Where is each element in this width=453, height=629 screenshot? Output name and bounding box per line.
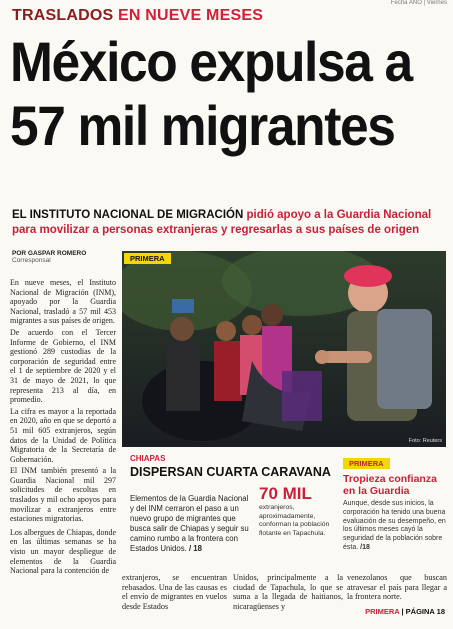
subhead-lead: EL INSTITUTO NACIONAL DE MIGRACIÓN xyxy=(12,209,244,221)
footer-section: PRIMERA xyxy=(365,607,400,616)
side-section-tag: PRIMERA xyxy=(343,458,390,469)
headline-line2: 57 mil migrantes xyxy=(10,94,395,157)
article-continuation-col2: extranjeros, se encuentran rebasados. Una de las causas es el envío de migrantes en vuelos desde Estados xyxy=(122,573,227,611)
box-page-ref[interactable]: / 18 xyxy=(188,544,202,553)
news-photo xyxy=(122,251,446,447)
box-body xyxy=(130,494,252,554)
photo-credit: Foto: Reuters xyxy=(408,438,442,444)
box-section-label: CHIAPAS xyxy=(130,454,166,463)
kicker xyxy=(12,7,263,25)
box-big-number: 70 MIL xyxy=(259,484,312,503)
photo-illustration xyxy=(122,251,446,447)
footer-page-number: | PÁGINA 18 xyxy=(401,607,445,616)
article-paragraph: El INM también presentó a la Guardia Nacional mil 297 solicitudes de escoltas en traslados y mil ocho apoyos para movilizar a extranjeros entre estaciones migratorias. xyxy=(10,466,116,524)
byline xyxy=(12,250,86,264)
kicker-part1: TRASLADOS xyxy=(12,7,114,24)
headline xyxy=(10,30,446,158)
side-title[interactable]: Tropieza confianza en la Guardia xyxy=(343,473,437,497)
page-date-slug: Fecha AÑO | Viernes xyxy=(390,0,447,6)
box-body-text: Elementos de la Guardia Nacional y del INM cerraron el paso a un nuevo grupo de migrantes que busca salir de Chiapas y seguir su camino rumbo a la frontera con Estados Unidos. xyxy=(130,494,249,553)
article-continuation-col3: Unidos, principalmente a la ciudad de Tapachula, lo que se suma a la llegada de haitianos, nicaragüenses y xyxy=(233,573,343,611)
side-body-text: Aunque, desde sus inicios, la corporación ha tenido una buena evaluación de su desempeño, en los últimos meses cayó la seguridad de la población sobre ésta. xyxy=(343,500,446,551)
article-body-column xyxy=(10,278,116,578)
side-body xyxy=(343,500,447,553)
side-page-ref[interactable]: /18 xyxy=(360,543,370,551)
byline-role: Corresponsal xyxy=(12,257,51,264)
kicker-part2: EN NUEVE MESES xyxy=(118,7,264,24)
article-paragraph: En nueve meses, el Instituto Nacional de Migración (INM), apoyado por la Guardia Nacional, trasladó a 57 mil 453 migrantes a sus países de origen. xyxy=(10,278,116,326)
byline-author: POR GASPAR ROMERO xyxy=(12,250,87,257)
article-paragraph: La cifra es mayor a la reportada en 2020, año en que se deportó a 51 mil 605 extranjeros, según datos de la Unidad de Política Migratoria de la Secretaría de Gobernación. xyxy=(10,406,116,464)
box-big-number-note: extranjeros, aproximadamente, conforman la población flotante en Tapachula. xyxy=(259,504,330,537)
headline-line1: México expulsa a xyxy=(10,30,412,93)
article-paragraph: Los albergues de Chiapas, donde en las últimas semanas se ha visto un mayor despliegue de elementos de la Guardia Nacional para la contención de xyxy=(10,527,116,576)
box-title: DISPERSAN CUARTA CARAVANA xyxy=(130,465,331,479)
page-footer xyxy=(365,607,445,616)
subhead-rest: pidió apoyo a la Guardia Nacional para movilizar a personas extranjeras y regresarlas a sus países de origen xyxy=(12,209,432,236)
article-paragraph: De acuerdo con el Tercer Informe de Gobierno, el INM gestionó 289 custodias de la corporación de seguridad entre el 1 de septiembre de 2020 y el 31 de mayo de 2021, lo que representa 213 al día, en promedio. xyxy=(10,327,116,405)
subhead xyxy=(12,208,444,238)
photo-section-tag: PRIMERA xyxy=(124,253,171,264)
article-continuation-col4: venezolanos que buscan atravesar el país para llegar a la frontera norte. xyxy=(347,573,447,602)
